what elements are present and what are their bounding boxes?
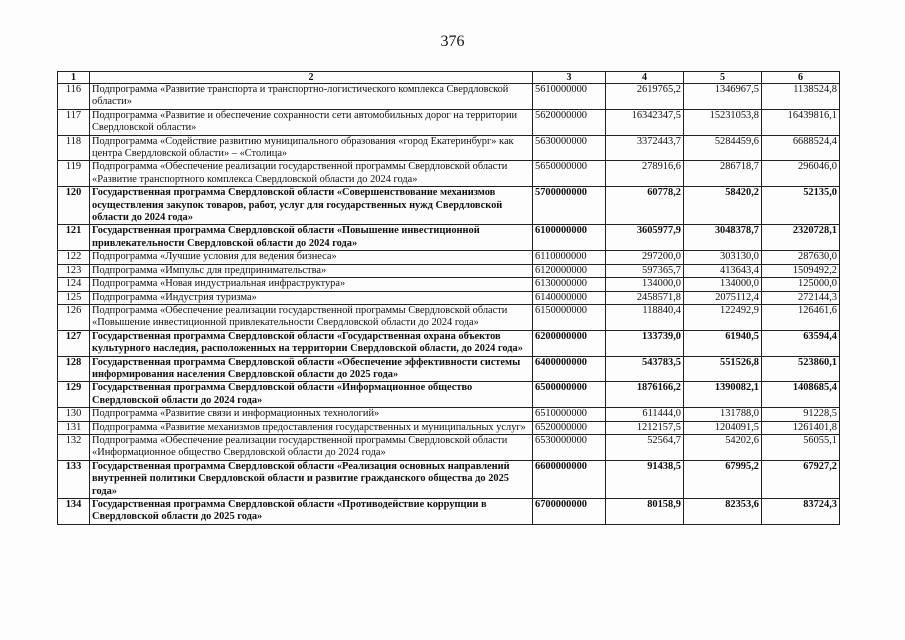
amount-col5: 5284459,6	[684, 135, 762, 161]
program-name: Подпрограмма «Новая индустриальная инфраструктура»	[90, 278, 533, 291]
amount-col5: 2075112,4	[684, 291, 762, 304]
column-header: 6	[762, 72, 840, 84]
program-code: 5650000000	[533, 161, 606, 187]
amount-col5: 54202,6	[684, 434, 762, 460]
table-row	[58, 278, 840, 291]
program-code: 6520000000	[533, 421, 606, 434]
amount-col5: 1204091,5	[684, 421, 762, 434]
amount-col6: 67927,2	[762, 460, 840, 498]
row-number: 126	[58, 304, 90, 330]
amount-col6: 287630,0	[762, 251, 840, 264]
program-code: 6120000000	[533, 264, 606, 277]
amount-col4: 118840,4	[606, 304, 684, 330]
amount-col4: 133739,0	[606, 330, 684, 356]
table-row	[58, 330, 840, 356]
program-code: 6500000000	[533, 382, 606, 408]
program-code: 5700000000	[533, 187, 606, 225]
row-number: 124	[58, 278, 90, 291]
row-number: 129	[58, 382, 90, 408]
table-row	[58, 135, 840, 161]
amount-col6: 1408685,4	[762, 382, 840, 408]
amount-col6: 125000,0	[762, 278, 840, 291]
table-row	[58, 304, 840, 330]
amount-col6: 91228,5	[762, 408, 840, 421]
amount-col5: 286718,7	[684, 161, 762, 187]
program-name: Подпрограмма «Импульс для предпринимательства»	[90, 264, 533, 277]
amount-col6: 52135,0	[762, 187, 840, 225]
program-name: Государственная программа Свердловской области «Противодействие коррупции в Свердловской области до 2025 года»	[90, 499, 533, 525]
program-code: 6700000000	[533, 499, 606, 525]
table-row	[58, 421, 840, 434]
program-code: 6110000000	[533, 251, 606, 264]
amount-col6: 6688524,4	[762, 135, 840, 161]
row-number: 130	[58, 408, 90, 421]
program-name: Государственная программа Свердловской области «Повышение инвестиционной привлекательности Свердловской области до 2024 года»	[90, 225, 533, 251]
table-row	[58, 356, 840, 382]
row-number: 123	[58, 264, 90, 277]
amount-col6: 2320728,1	[762, 225, 840, 251]
amount-col5: 551526,8	[684, 356, 762, 382]
program-name: Государственная программа Свердловской области «Государственная охрана объектов культурного наследия, расположенных на территории Свердловской области, до 2024 года»	[90, 330, 533, 356]
column-header: 4	[606, 72, 684, 84]
table-row	[58, 251, 840, 264]
amount-col6: 1261401,8	[762, 421, 840, 434]
row-number: 120	[58, 187, 90, 225]
program-name: Государственная программа Свердловской области «Совершенствование механизмов осуществления закупок товаров, работ, услуг для государственных нужд Свердловской области до 2024 года»	[90, 187, 533, 225]
amount-col6: 56055,1	[762, 434, 840, 460]
amount-col4: 91438,5	[606, 460, 684, 498]
table-row	[58, 161, 840, 187]
amount-col5: 413643,4	[684, 264, 762, 277]
row-number: 118	[58, 135, 90, 161]
program-code: 6150000000	[533, 304, 606, 330]
amount-col5: 131788,0	[684, 408, 762, 421]
row-number: 128	[58, 356, 90, 382]
amount-col5: 61940,5	[684, 330, 762, 356]
page-number: 376	[440, 33, 465, 50]
column-header: 2	[90, 72, 533, 84]
amount-col4: 597365,7	[606, 264, 684, 277]
row-number: 122	[58, 251, 90, 264]
amount-col4: 80158,9	[606, 499, 684, 525]
amount-col5: 67995,2	[684, 460, 762, 498]
amount-col5: 3048378,7	[684, 225, 762, 251]
amount-col6: 63594,4	[762, 330, 840, 356]
amount-col6: 16439816,1	[762, 109, 840, 135]
row-number: 132	[58, 434, 90, 460]
amount-col4: 134000,0	[606, 278, 684, 291]
row-number: 121	[58, 225, 90, 251]
table-row	[58, 225, 840, 251]
amount-col4: 278916,6	[606, 161, 684, 187]
amount-col6: 83724,3	[762, 499, 840, 525]
row-number: 117	[58, 109, 90, 135]
amount-col4: 1876166,2	[606, 382, 684, 408]
program-name: Подпрограмма «Развитие и обеспечение сохранности сети автомобильных дорог на территории Свердловской области»	[90, 109, 533, 135]
program-name: Подпрограмма «Индустрия туризма»	[90, 291, 533, 304]
amount-col4: 3605977,9	[606, 225, 684, 251]
table-row	[58, 187, 840, 225]
amount-col5: 15231053,8	[684, 109, 762, 135]
amount-col5: 134000,0	[684, 278, 762, 291]
amount-col5: 122492,9	[684, 304, 762, 330]
program-code: 6510000000	[533, 408, 606, 421]
table-row	[58, 109, 840, 135]
program-code: 6530000000	[533, 434, 606, 460]
row-number: 127	[58, 330, 90, 356]
program-name: Подпрограмма «Развитие связи и информационных технологий»	[90, 408, 533, 421]
program-name: Подпрограмма «Развитие механизмов предоставления государственных и муниципальных услуг»	[90, 421, 533, 434]
amount-col4: 2619765,2	[606, 84, 684, 110]
column-header: 1	[58, 72, 90, 84]
program-name: Подпрограмма «Обеспечение реализации государственной программы Свердловской области «Развитие транспортного комплекса Свердловской области до 2024 года»	[90, 161, 533, 187]
row-number: 134	[58, 499, 90, 525]
amount-col5: 58420,2	[684, 187, 762, 225]
amount-col4: 3372443,7	[606, 135, 684, 161]
program-name: Государственная программа Свердловской области «Реализация основных направлений внутренней политики Свердловской области и развитие гражданского общества до 2025 года»	[90, 460, 533, 498]
amount-col5: 1390082,1	[684, 382, 762, 408]
program-code: 6400000000	[533, 356, 606, 382]
program-code: 5610000000	[533, 84, 606, 110]
row-number: 133	[58, 460, 90, 498]
row-number: 119	[58, 161, 90, 187]
amount-col4: 1212157,5	[606, 421, 684, 434]
amount-col6: 523860,1	[762, 356, 840, 382]
table-row	[58, 264, 840, 277]
program-code: 5630000000	[533, 135, 606, 161]
amount-col6: 296046,0	[762, 161, 840, 187]
amount-col4: 52564,7	[606, 434, 684, 460]
program-name: Государственная программа Свердловской области «Обеспечение эффективности системы информирования населения Свердловской области до 2025 года»	[90, 356, 533, 382]
amount-col6: 1509492,2	[762, 264, 840, 277]
amount-col5: 303130,0	[684, 251, 762, 264]
program-code: 5620000000	[533, 109, 606, 135]
row-number: 116	[58, 84, 90, 110]
amount-col5: 1346967,5	[684, 84, 762, 110]
program-code: 6130000000	[533, 278, 606, 291]
amount-col4: 60778,2	[606, 187, 684, 225]
amount-col5: 82353,6	[684, 499, 762, 525]
budget-table	[57, 71, 840, 525]
amount-col6: 272144,3	[762, 291, 840, 304]
program-code: 6200000000	[533, 330, 606, 356]
amount-col4: 543783,5	[606, 356, 684, 382]
amount-col4: 611444,0	[606, 408, 684, 421]
program-code: 6600000000	[533, 460, 606, 498]
program-code: 6100000000	[533, 225, 606, 251]
amount-col4: 2458571,8	[606, 291, 684, 304]
row-number: 125	[58, 291, 90, 304]
column-header: 5	[684, 72, 762, 84]
table-row	[58, 460, 840, 498]
program-name: Подпрограмма «Обеспечение реализации государственной программы Свердловской области «Информационное общество Свердловской области до 2024 года»	[90, 434, 533, 460]
table-row	[58, 408, 840, 421]
amount-col6: 1138524,8	[762, 84, 840, 110]
program-name: Подпрограмма «Обеспечение реализации государственной программы Свердловской области «Повышение инвестиционной привлекательности Свердловской области до 2024 года»	[90, 304, 533, 330]
table-row	[58, 291, 840, 304]
row-number: 131	[58, 421, 90, 434]
column-header: 3	[533, 72, 606, 84]
program-name: Государственная программа Свердловской области «Информационное общество Свердловской области до 2024 года»	[90, 382, 533, 408]
amount-col4: 297200,0	[606, 251, 684, 264]
program-name: Подпрограмма «Развитие транспорта и транспортно-логистического комплекса Свердловской области»	[90, 84, 533, 110]
table-row	[58, 382, 840, 408]
table-row	[58, 434, 840, 460]
program-name: Подпрограмма «Лучшие условия для ведения бизнеса»	[90, 251, 533, 264]
program-code: 6140000000	[533, 291, 606, 304]
amount-col6: 126461,6	[762, 304, 840, 330]
amount-col4: 16342347,5	[606, 109, 684, 135]
program-name: Подпрограмма «Содействие развитию муниципального образования «город Екатеринбург» как центра Свердловской области» – «Столица»	[90, 135, 533, 161]
header-row	[58, 72, 840, 84]
table-row	[58, 499, 840, 525]
table-row	[58, 84, 840, 110]
